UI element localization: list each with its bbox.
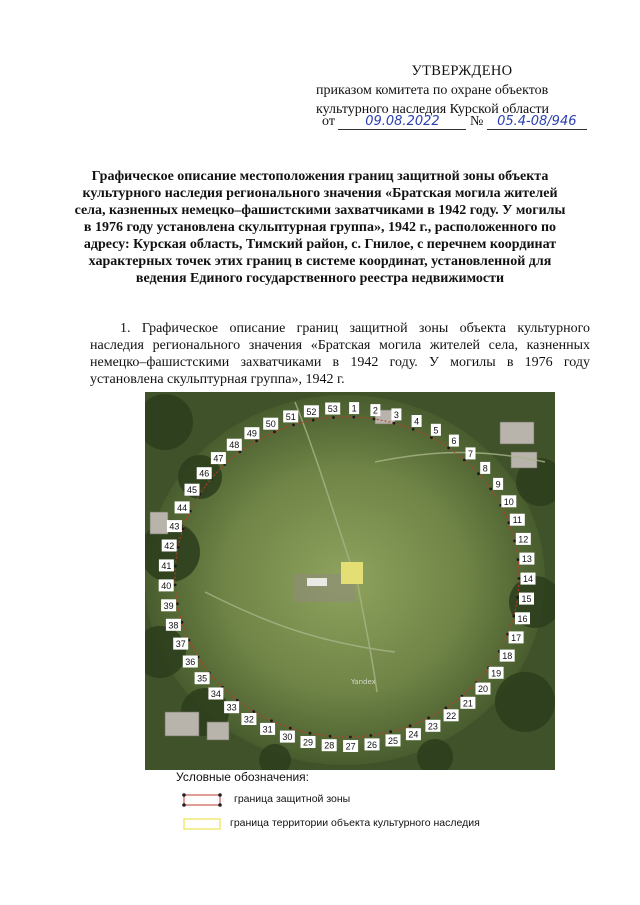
boundary-point-label xyxy=(365,738,380,750)
boundary-point-label xyxy=(519,553,534,565)
point-label-text: 13 xyxy=(521,554,532,565)
approval-line-2: культурного наследия Курской области xyxy=(316,102,550,117)
boundary-point-marker xyxy=(463,459,466,462)
boundary-point-label xyxy=(510,514,525,526)
boundary-point-label xyxy=(167,520,182,532)
boundary-point-label xyxy=(162,540,177,552)
boundary-point-marker xyxy=(393,422,396,425)
boundary-point-label xyxy=(280,731,295,743)
legend-label-heritage-territory: граница территории объекта культурного наследия xyxy=(230,817,480,829)
point-label-text: 5 xyxy=(433,425,439,436)
point-label-text: 51 xyxy=(285,411,296,422)
map-legend xyxy=(176,770,556,829)
boundary-point-label xyxy=(391,408,401,420)
approval-line-1: приказом комитета по охране объектов xyxy=(316,83,549,98)
number-label: № xyxy=(469,114,484,129)
point-label-text: 25 xyxy=(387,735,399,746)
point-label-text: 9 xyxy=(495,479,501,490)
boundary-point-label xyxy=(283,410,298,422)
boundary-point-marker xyxy=(309,732,312,735)
point-label-text: 20 xyxy=(477,684,489,695)
boundary-point-marker xyxy=(445,707,448,710)
point-label-text: 22 xyxy=(446,710,457,721)
point-label-text: 12 xyxy=(518,534,529,545)
boundary-point-label xyxy=(516,533,531,545)
boundary-point-marker xyxy=(289,727,292,730)
point-label-text: 27 xyxy=(345,741,356,752)
boundary-point-marker xyxy=(273,431,276,434)
boundary-point-marker xyxy=(507,521,510,524)
point-label-text: 45 xyxy=(186,485,198,496)
boundary-point-marker xyxy=(352,416,355,419)
boundary-point-label xyxy=(159,579,174,591)
point-label-text: 28 xyxy=(324,740,335,751)
boundary-point-label xyxy=(406,728,421,740)
boundary-point-marker xyxy=(518,577,521,580)
approved-title: УТВЕРЖДЕНО xyxy=(411,63,513,79)
boundary-point-label xyxy=(521,573,536,585)
point-label-text: 44 xyxy=(177,502,188,513)
boundary-point-label xyxy=(161,599,176,611)
boundary-point-label xyxy=(325,403,340,415)
boundary-point-label xyxy=(431,424,441,436)
heritage-territory-swatch xyxy=(182,817,222,831)
approval-block xyxy=(312,62,612,119)
boundary-point-marker xyxy=(517,558,520,561)
boundary-point-marker xyxy=(174,565,177,568)
point-label-text: 23 xyxy=(427,721,438,732)
boundary-point-label xyxy=(183,656,198,668)
order-date: 09.08.2022 xyxy=(338,114,466,130)
boundary-point-label xyxy=(489,667,504,679)
legend-item-protective-zone xyxy=(176,791,556,813)
boundary-point-label xyxy=(241,713,256,725)
point-label-text: 29 xyxy=(302,737,314,748)
boundary-point-label xyxy=(476,683,491,695)
point-label-text: 18 xyxy=(502,651,513,662)
legend-item-heritage-territory xyxy=(176,815,556,837)
boundary-point-label xyxy=(263,418,278,430)
point-label-text: 53 xyxy=(327,404,338,414)
boundary-point-marker xyxy=(389,730,392,733)
point-label-text: 52 xyxy=(306,406,317,417)
boundary-point-label xyxy=(185,484,200,496)
point-label-text: 47 xyxy=(213,453,224,464)
satellite-map xyxy=(145,392,555,770)
point-label-text: 7 xyxy=(467,448,474,459)
boundary-point-marker xyxy=(430,436,433,439)
point-label-text: 16 xyxy=(517,613,528,624)
boundary-point-label xyxy=(349,402,359,414)
point-label-text: 19 xyxy=(491,668,502,679)
boundary-point-marker xyxy=(239,450,242,453)
boundary-point-label xyxy=(227,439,242,451)
point-label-text: 49 xyxy=(246,428,257,439)
point-label-text: 6 xyxy=(451,436,457,447)
boundary-point-label xyxy=(412,415,422,427)
boundary-point-label xyxy=(386,734,401,746)
point-label-text: 15 xyxy=(521,594,532,605)
boundary-point-marker xyxy=(369,734,372,737)
point-label-text: 24 xyxy=(408,729,419,740)
boundary-point-label xyxy=(304,405,319,417)
point-label-text: 10 xyxy=(503,496,514,507)
point-label-text: 11 xyxy=(512,515,522,526)
boundary-point-label xyxy=(175,501,190,513)
point-label-text: 26 xyxy=(366,739,378,750)
boundary-point-marker xyxy=(329,735,332,738)
boundary-point-marker xyxy=(477,472,480,475)
point-label-text: 4 xyxy=(414,416,420,427)
boundary-point-marker xyxy=(174,584,177,587)
boundary-point-marker xyxy=(412,428,415,431)
point-label-text: 8 xyxy=(482,463,488,474)
point-label-text: 31 xyxy=(262,724,273,735)
order-reference xyxy=(322,114,587,130)
point-label-text: 17 xyxy=(511,632,522,643)
boundary-point-label xyxy=(173,638,188,650)
section-1-text: 1. Графическое описание границ защитной зоны объекта культурного наследия регионального значения «Братская могила жителей села, казненных немецко–фашистскими захватчиками в 1942 году. У могилы в 1976 году установлена скульптурная группа», 1942 г. xyxy=(90,321,590,387)
boundary-point-marker xyxy=(177,546,180,549)
boundary-point-label xyxy=(370,404,380,416)
boundary-point-label xyxy=(515,612,530,624)
point-label-text: 3 xyxy=(393,409,399,420)
point-label-text: 39 xyxy=(163,600,174,611)
boundary-point-label xyxy=(208,688,223,700)
boundary-point-marker xyxy=(512,615,515,618)
point-label-text: 35 xyxy=(197,673,208,684)
boundary-point-label xyxy=(343,740,358,752)
boundary-point-marker xyxy=(489,488,492,491)
boundary-point-label xyxy=(493,478,503,490)
point-label-text: 42 xyxy=(164,541,175,551)
point-label-text: 48 xyxy=(229,440,240,451)
legend-title: Условные обозначения: xyxy=(176,770,309,784)
point-label-text: 38 xyxy=(168,620,179,631)
boundary-point-label xyxy=(159,559,174,571)
boundary-point-label xyxy=(460,697,475,709)
boundary-point-label xyxy=(211,452,226,464)
boundary-point-label xyxy=(509,631,524,643)
point-label-text: 46 xyxy=(199,468,210,479)
point-label-text: 21 xyxy=(462,698,473,709)
boundary-point-marker xyxy=(252,710,255,713)
point-label-text: 43 xyxy=(169,521,180,532)
boundary-point-marker xyxy=(312,419,315,422)
legend-label-protective-zone: граница защитной зоны xyxy=(234,793,351,805)
point-label-text: 34 xyxy=(210,689,221,699)
boundary-point-marker xyxy=(182,527,185,530)
point-label-text: 37 xyxy=(175,639,186,650)
boundary-point-label xyxy=(166,619,181,631)
point-label-text: 32 xyxy=(243,714,254,725)
point-label-text: 41 xyxy=(161,560,172,571)
boundary-point-label xyxy=(519,593,534,605)
boundary-point-marker xyxy=(176,602,179,605)
document-heading: Графическое описание местоположения границ защитной зоны объекта культурного наследия регионального значения «Братская могила жителей села, казненных немецко–фашистскими захватчиками в 1942 году. У могилы в 1976 году установлена скульптурная группа», 1942 г., расположенного по адресу: Курская область, Тимский район, с. Гнилое, с перечнем координат характерных точек этих границ в системе координат, установленной для ведения Единого государственного реестра недвижимости xyxy=(74,169,566,286)
boundary-point-label xyxy=(500,650,515,662)
boundary-point-marker xyxy=(427,717,430,720)
boundary-point-marker xyxy=(292,424,295,427)
boundary-point-label xyxy=(449,435,459,447)
boundary-point-label xyxy=(197,467,212,479)
boundary-point-marker xyxy=(332,416,335,419)
boundary-point-marker xyxy=(447,447,450,450)
boundary-point-label xyxy=(195,672,210,684)
point-label-text: 50 xyxy=(265,419,276,430)
boundary-point-marker xyxy=(349,736,352,739)
boundary-point-marker xyxy=(516,596,519,599)
boundary-point-marker xyxy=(373,418,376,421)
boundary-point-marker xyxy=(409,724,412,727)
point-label-text: 36 xyxy=(185,657,196,667)
map-watermark: Yandex xyxy=(351,678,376,686)
point-label-text: 1 xyxy=(351,403,357,414)
protective-zone-swatch xyxy=(182,793,222,807)
point-label-text: 2 xyxy=(372,405,378,416)
boundary-point-label xyxy=(480,462,490,474)
point-label-text: 33 xyxy=(226,702,237,713)
boundary-point-label xyxy=(425,720,440,732)
boundary-point-label xyxy=(260,723,275,735)
boundary-point-label xyxy=(244,427,259,439)
order-number: 05.4-08/946 xyxy=(487,114,587,130)
boundary-point-marker xyxy=(513,540,516,543)
boundary-point-label xyxy=(501,495,516,507)
point-label-text: 14 xyxy=(522,574,534,585)
boundary-point-marker xyxy=(181,621,184,624)
boundary-point-marker xyxy=(255,440,258,443)
boundary-point-label xyxy=(301,736,316,748)
point-label-text: 30 xyxy=(282,732,293,743)
section-1-paragraph xyxy=(90,320,590,388)
boundary-point-marker xyxy=(270,719,273,722)
boundary-point-label xyxy=(224,701,239,713)
boundary-point-label xyxy=(322,739,337,751)
point-label-text: 40 xyxy=(161,580,172,591)
boundary-point-label xyxy=(444,709,459,721)
boundary-point-label xyxy=(466,447,476,459)
from-label: от xyxy=(322,114,335,129)
